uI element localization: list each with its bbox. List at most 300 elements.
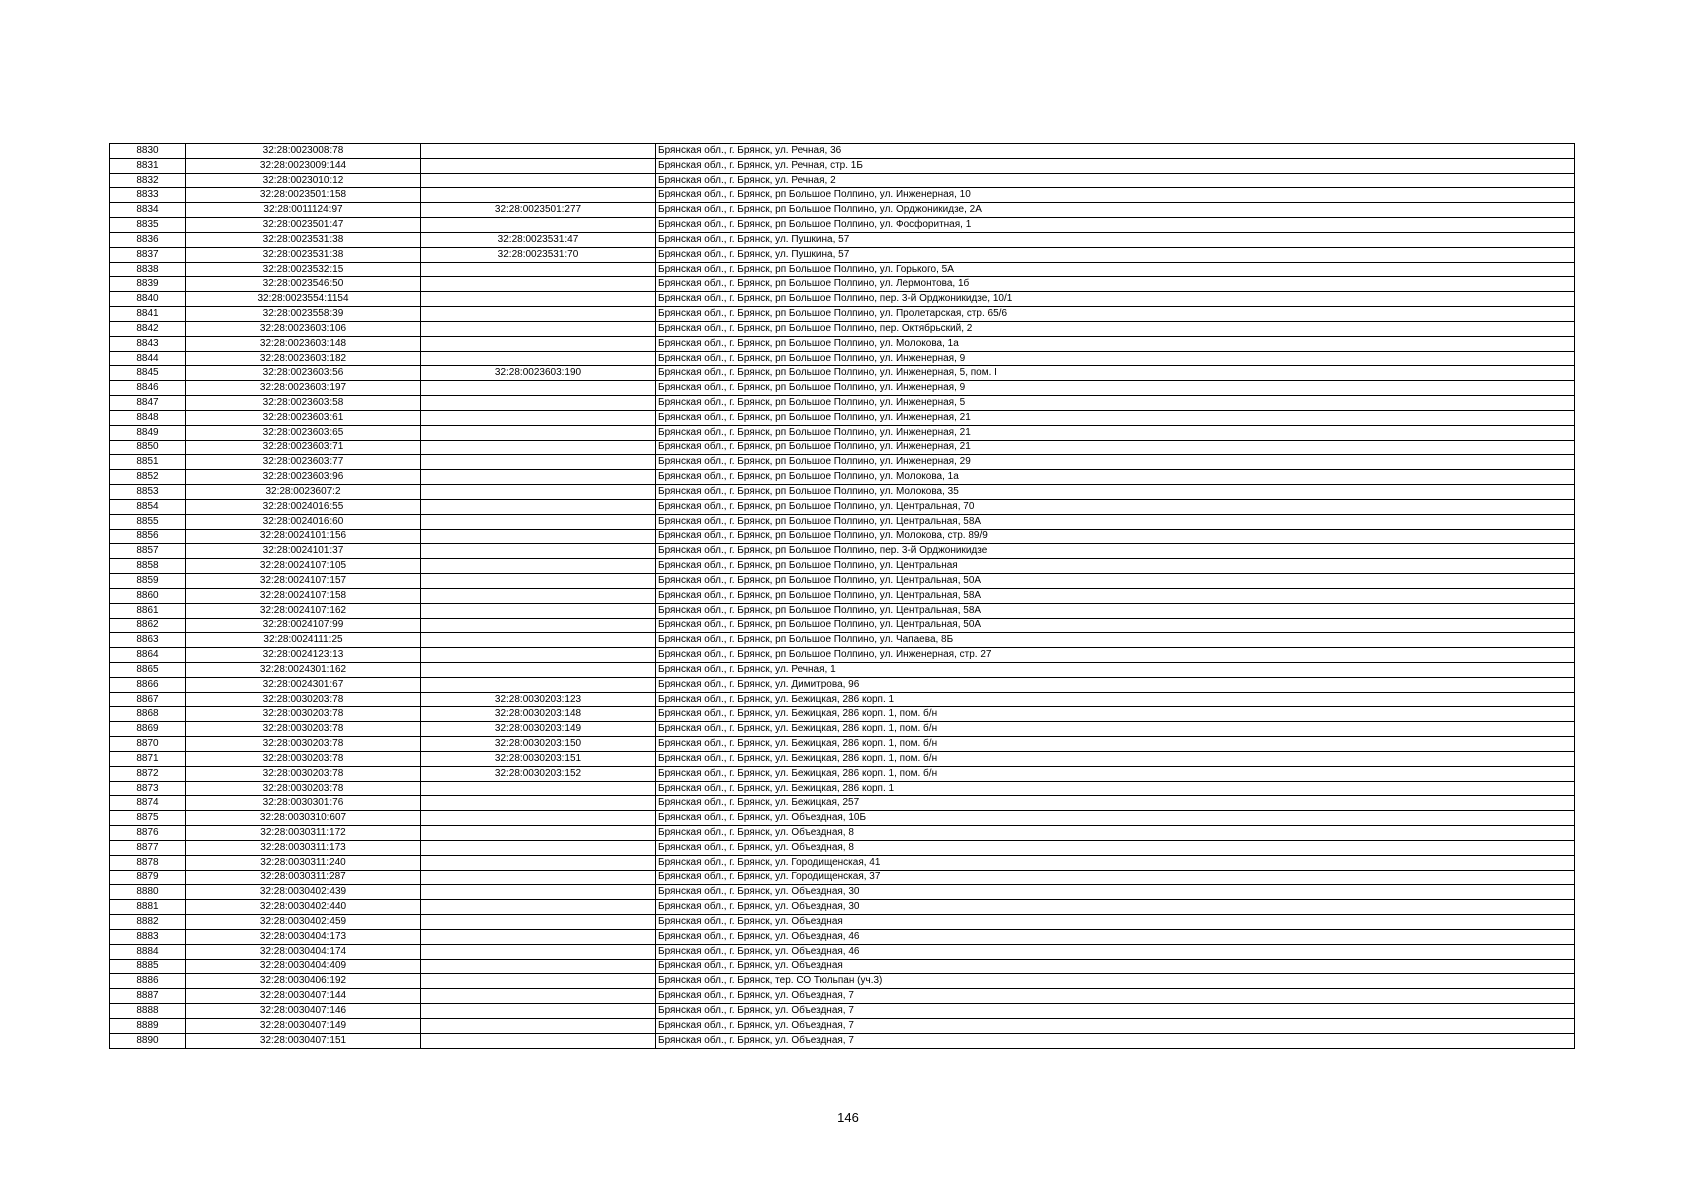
cadastral-number-cell: 32:28:0030407:146 xyxy=(186,1004,421,1019)
table-row xyxy=(110,1018,1575,1033)
cadastral-number-cell: 32:28:0024016:60 xyxy=(186,514,421,529)
address-cell: Брянская обл., г. Брянск, рп Большое Полпино, ул. Инженерная, 21 xyxy=(656,425,1575,440)
address-cell: Брянская обл., г. Брянск, рп Большое Полпино, ул. Пролетарская, стр. 65/6 xyxy=(656,307,1575,322)
cadastral-number-cell: 32:28:0023603:77 xyxy=(186,455,421,470)
related-cadastral-number-cell xyxy=(421,262,656,277)
row-number-cell: 8868 xyxy=(110,707,186,722)
related-cadastral-number-cell xyxy=(421,870,656,885)
address-cell: Брянская обл., г. Брянск, ул. Бежицкая, 257 xyxy=(656,796,1575,811)
address-cell: Брянская обл., г. Брянск, рп Большое Полпино, ул. Инженерная, 10 xyxy=(656,188,1575,203)
address-cell: Брянская обл., г. Брянск, ул. Объездная, 30 xyxy=(656,900,1575,915)
cadastral-number-cell: 32:28:0030203:78 xyxy=(186,737,421,752)
related-cadastral-number-cell xyxy=(421,633,656,648)
address-cell: Брянская обл., г. Брянск, рп Большое Полпино, ул. Молокова, 1а xyxy=(656,336,1575,351)
related-cadastral-number-cell xyxy=(421,544,656,559)
table-row xyxy=(110,915,1575,930)
address-cell: Брянская обл., г. Брянск, рп Большое Полпино, ул. Центральная, 70 xyxy=(656,499,1575,514)
row-number-cell: 8881 xyxy=(110,900,186,915)
address-cell: Брянская обл., г. Брянск, ул. Бежицкая, 286 корп. 1, пом. б/н xyxy=(656,737,1575,752)
cadastral-number-cell: 32:28:0023531:38 xyxy=(186,247,421,262)
table-row xyxy=(110,574,1575,589)
row-number-cell: 8874 xyxy=(110,796,186,811)
address-cell: Брянская обл., г. Брянск, рп Большое Полпино, ул. Инженерная, 29 xyxy=(656,455,1575,470)
cadastral-number-cell: 32:28:0024301:162 xyxy=(186,662,421,677)
cadastral-number-cell: 32:28:0023603:106 xyxy=(186,321,421,336)
address-cell: Брянская обл., г. Брянск, рп Большое Полпино, ул. Центральная, 58А xyxy=(656,603,1575,618)
table-row xyxy=(110,692,1575,707)
cadastral-number-cell: 32:28:0023603:148 xyxy=(186,336,421,351)
row-number-cell: 8866 xyxy=(110,677,186,692)
row-number-cell: 8849 xyxy=(110,425,186,440)
cadastral-number-cell: 32:28:0023531:38 xyxy=(186,232,421,247)
cadastral-number-cell: 32:28:0030310:607 xyxy=(186,811,421,826)
table-row xyxy=(110,944,1575,959)
address-cell: Брянская обл., г. Брянск, рп Большое Полпино, ул. Инженерная, 5 xyxy=(656,396,1575,411)
row-number-cell: 8850 xyxy=(110,440,186,455)
address-cell: Брянская обл., г. Брянск, ул. Объездная, 7 xyxy=(656,1004,1575,1019)
related-cadastral-number-cell xyxy=(421,826,656,841)
table-row xyxy=(110,396,1575,411)
cadastral-number-cell: 32:28:0030311:287 xyxy=(186,870,421,885)
table-row xyxy=(110,737,1575,752)
address-cell: Брянская обл., г. Брянск, ул. Объездная, 8 xyxy=(656,826,1575,841)
related-cadastral-number-cell: 32:28:0023531:47 xyxy=(421,232,656,247)
row-number-cell: 8831 xyxy=(110,158,186,173)
cadastral-number-cell: 32:28:0023603:96 xyxy=(186,470,421,485)
address-cell: Брянская обл., г. Брянск, ул. Объездная, 10Б xyxy=(656,811,1575,826)
row-number-cell: 8864 xyxy=(110,648,186,663)
cadastral-number-cell: 32:28:0030407:151 xyxy=(186,1033,421,1048)
related-cadastral-number-cell xyxy=(421,188,656,203)
address-cell: Брянская обл., г. Брянск, рп Большое Полпино, ул. Центральная, 58А xyxy=(656,588,1575,603)
cadastral-number-cell: 32:28:0024101:37 xyxy=(186,544,421,559)
row-number-cell: 8839 xyxy=(110,277,186,292)
cadastral-number-cell: 32:28:0023607:2 xyxy=(186,485,421,500)
table-row xyxy=(110,485,1575,500)
related-cadastral-number-cell xyxy=(421,1018,656,1033)
row-number-cell: 8877 xyxy=(110,840,186,855)
table-row xyxy=(110,870,1575,885)
row-number-cell: 8869 xyxy=(110,722,186,737)
related-cadastral-number-cell xyxy=(421,144,656,159)
table-row xyxy=(110,707,1575,722)
related-cadastral-number-cell: 32:28:0030203:150 xyxy=(421,737,656,752)
address-cell: Брянская обл., г. Брянск, рп Большое Полпино, ул. Фосфоритная, 1 xyxy=(656,218,1575,233)
cadastral-number-cell: 32:28:0023603:182 xyxy=(186,351,421,366)
related-cadastral-number-cell xyxy=(421,336,656,351)
cadastral-number-cell: 32:28:0030203:78 xyxy=(186,781,421,796)
related-cadastral-number-cell xyxy=(421,1004,656,1019)
cadastral-number-cell: 32:28:0030406:192 xyxy=(186,974,421,989)
related-cadastral-number-cell xyxy=(421,915,656,930)
cadastral-number-cell: 32:28:0030404:173 xyxy=(186,929,421,944)
table-row xyxy=(110,662,1575,677)
row-number-cell: 8882 xyxy=(110,915,186,930)
address-cell: Брянская обл., г. Брянск, ул. Городищенская, 37 xyxy=(656,870,1575,885)
table-row xyxy=(110,1004,1575,1019)
related-cadastral-number-cell xyxy=(421,677,656,692)
related-cadastral-number-cell: 32:28:0030203:148 xyxy=(421,707,656,722)
address-cell: Брянская обл., г. Брянск, рп Большое Полпино, ул. Инженерная, стр. 27 xyxy=(656,648,1575,663)
table-row xyxy=(110,648,1575,663)
related-cadastral-number-cell xyxy=(421,381,656,396)
cadastral-number-cell: 32:28:0024016:55 xyxy=(186,499,421,514)
related-cadastral-number-cell xyxy=(421,529,656,544)
related-cadastral-number-cell xyxy=(421,410,656,425)
row-number-cell: 8830 xyxy=(110,144,186,159)
row-number-cell: 8853 xyxy=(110,485,186,500)
cadastral-number-cell: 32:28:0024107:158 xyxy=(186,588,421,603)
table-row xyxy=(110,232,1575,247)
row-number-cell: 8880 xyxy=(110,885,186,900)
row-number-cell: 8832 xyxy=(110,173,186,188)
address-cell: Брянская обл., г. Брянск, рп Большое Полпино, ул. Молокова, 35 xyxy=(656,485,1575,500)
table-row xyxy=(110,425,1575,440)
address-cell: Брянская обл., г. Брянск, ул. Речная, 1 xyxy=(656,662,1575,677)
address-cell: Брянская обл., г. Брянск, рп Большое Полпино, ул. Инженерная, 5, пом. I xyxy=(656,366,1575,381)
address-cell: Брянская обл., г. Брянск, рп Большое Полпино, ул. Инженерная, 9 xyxy=(656,351,1575,366)
related-cadastral-number-cell xyxy=(421,855,656,870)
table-row xyxy=(110,559,1575,574)
table-row xyxy=(110,514,1575,529)
cadastral-number-cell: 32:28:0023501:47 xyxy=(186,218,421,233)
table-row xyxy=(110,440,1575,455)
table-row xyxy=(110,618,1575,633)
table-row xyxy=(110,603,1575,618)
row-number-cell: 8844 xyxy=(110,351,186,366)
table-row xyxy=(110,959,1575,974)
table-row xyxy=(110,855,1575,870)
related-cadastral-number-cell: 32:28:0030203:123 xyxy=(421,692,656,707)
table-row xyxy=(110,974,1575,989)
cadastral-number-cell: 32:28:0024107:105 xyxy=(186,559,421,574)
address-cell: Брянская обл., г. Брянск, ул. Объездная xyxy=(656,959,1575,974)
related-cadastral-number-cell xyxy=(421,989,656,1004)
address-cell: Брянская обл., г. Брянск, рп Большое Полпино, ул. Центральная, 50А xyxy=(656,618,1575,633)
related-cadastral-number-cell xyxy=(421,796,656,811)
related-cadastral-number-cell xyxy=(421,885,656,900)
address-cell: Брянская обл., г. Брянск, ул. Речная, 36 xyxy=(656,144,1575,159)
related-cadastral-number-cell xyxy=(421,781,656,796)
cadastral-number-cell: 32:28:0023532:15 xyxy=(186,262,421,277)
cadastral-number-cell: 32:28:0023546:50 xyxy=(186,277,421,292)
row-number-cell: 8841 xyxy=(110,307,186,322)
related-cadastral-number-cell xyxy=(421,470,656,485)
related-cadastral-number-cell xyxy=(421,588,656,603)
cadastral-number-cell: 32:28:0023603:71 xyxy=(186,440,421,455)
row-number-cell: 8890 xyxy=(110,1033,186,1048)
address-cell: Брянская обл., г. Брянск, рп Большое Полпино, ул. Инженерная, 21 xyxy=(656,410,1575,425)
related-cadastral-number-cell xyxy=(421,811,656,826)
row-number-cell: 8889 xyxy=(110,1018,186,1033)
address-cell: Брянская обл., г. Брянск, рп Большое Полпино, ул. Молокова, стр. 89/9 xyxy=(656,529,1575,544)
row-number-cell: 8887 xyxy=(110,989,186,1004)
row-number-cell: 8855 xyxy=(110,514,186,529)
cadastral-number-cell: 32:28:0030402:459 xyxy=(186,915,421,930)
table-row xyxy=(110,722,1575,737)
row-number-cell: 8865 xyxy=(110,662,186,677)
table-row xyxy=(110,410,1575,425)
row-number-cell: 8852 xyxy=(110,470,186,485)
row-number-cell: 8846 xyxy=(110,381,186,396)
address-cell: Брянская обл., г. Брянск, ул. Речная, стр. 1Б xyxy=(656,158,1575,173)
row-number-cell: 8888 xyxy=(110,1004,186,1019)
table-row xyxy=(110,292,1575,307)
cadastral-number-cell: 32:28:0030311:173 xyxy=(186,840,421,855)
address-cell: Брянская обл., г. Брянск, ул. Бежицкая, 286 корп. 1, пом. б/н xyxy=(656,707,1575,722)
address-cell: Брянская обл., г. Брянск, рп Большое Полпино, ул. Центральная xyxy=(656,559,1575,574)
address-cell: Брянская обл., г. Брянск, ул. Речная, 2 xyxy=(656,173,1575,188)
row-number-cell: 8847 xyxy=(110,396,186,411)
cadastral-number-cell: 32:28:0030311:240 xyxy=(186,855,421,870)
address-cell: Брянская обл., г. Брянск, ул. Объездная, 7 xyxy=(656,989,1575,1004)
table-row xyxy=(110,321,1575,336)
row-number-cell: 8870 xyxy=(110,737,186,752)
address-cell: Брянская обл., г. Брянск, ул. Пушкина, 57 xyxy=(656,247,1575,262)
related-cadastral-number-cell xyxy=(421,662,656,677)
address-cell: Брянская обл., г. Брянск, ул. Бежицкая, 286 корп. 1 xyxy=(656,692,1575,707)
related-cadastral-number-cell xyxy=(421,840,656,855)
address-cell: Брянская обл., г. Брянск, ул. Объездная, 30 xyxy=(656,885,1575,900)
address-cell: Брянская обл., г. Брянск, ул. Объездная, 7 xyxy=(656,1033,1575,1048)
related-cadastral-number-cell xyxy=(421,292,656,307)
table-row xyxy=(110,811,1575,826)
address-cell: Брянская обл., г. Брянск, ул. Бежицкая, 286 корп. 1, пом. б/н xyxy=(656,766,1575,781)
related-cadastral-number-cell xyxy=(421,307,656,322)
row-number-cell: 8871 xyxy=(110,751,186,766)
cadastral-number-cell: 32:28:0023501:158 xyxy=(186,188,421,203)
table-row xyxy=(110,277,1575,292)
related-cadastral-number-cell xyxy=(421,929,656,944)
cadastral-number-cell: 32:28:0023009:144 xyxy=(186,158,421,173)
row-number-cell: 8859 xyxy=(110,574,186,589)
row-number-cell: 8884 xyxy=(110,944,186,959)
address-cell: Брянская обл., г. Брянск, ул. Объездная xyxy=(656,915,1575,930)
related-cadastral-number-cell: 32:28:0023531:70 xyxy=(421,247,656,262)
row-number-cell: 8875 xyxy=(110,811,186,826)
cadastral-number-cell: 32:28:0030402:439 xyxy=(186,885,421,900)
cadastral-number-cell: 32:28:0023558:39 xyxy=(186,307,421,322)
related-cadastral-number-cell xyxy=(421,900,656,915)
related-cadastral-number-cell xyxy=(421,603,656,618)
address-cell: Брянская обл., г. Брянск, ул. Городищенская, 41 xyxy=(656,855,1575,870)
table-row xyxy=(110,262,1575,277)
address-cell: Брянская обл., г. Брянск, рп Большое Полпино, ул. Центральная, 50А xyxy=(656,574,1575,589)
table-row xyxy=(110,307,1575,322)
cadastral-number-cell: 32:28:0023603:65 xyxy=(186,425,421,440)
table-row xyxy=(110,633,1575,648)
row-number-cell: 8885 xyxy=(110,959,186,974)
related-cadastral-number-cell xyxy=(421,455,656,470)
table-row xyxy=(110,677,1575,692)
related-cadastral-number-cell xyxy=(421,321,656,336)
table-row xyxy=(110,1033,1575,1048)
table-row xyxy=(110,529,1575,544)
row-number-cell: 8873 xyxy=(110,781,186,796)
address-cell: Брянская обл., г. Брянск, тер. СО Тюльпан (уч.3) xyxy=(656,974,1575,989)
row-number-cell: 8840 xyxy=(110,292,186,307)
row-number-cell: 8860 xyxy=(110,588,186,603)
row-number-cell: 8872 xyxy=(110,766,186,781)
address-cell: Брянская обл., г. Брянск, ул. Объездная, 46 xyxy=(656,929,1575,944)
related-cadastral-number-cell: 32:28:0023501:277 xyxy=(421,203,656,218)
cadastral-number-cell: 32:28:0030203:78 xyxy=(186,722,421,737)
cadastral-number-cell: 32:28:0030203:78 xyxy=(186,766,421,781)
row-number-cell: 8851 xyxy=(110,455,186,470)
cadastral-number-cell: 32:28:0024107:157 xyxy=(186,574,421,589)
cadastral-number-cell: 32:28:0024301:67 xyxy=(186,677,421,692)
cadastral-number-cell: 32:28:0023603:58 xyxy=(186,396,421,411)
row-number-cell: 8854 xyxy=(110,499,186,514)
address-cell: Брянская обл., г. Брянск, ул. Димитрова, 96 xyxy=(656,677,1575,692)
address-cell: Брянская обл., г. Брянск, рп Большое Полпино, ул. Молокова, 1а xyxy=(656,470,1575,485)
related-cadastral-number-cell: 32:28:0030203:149 xyxy=(421,722,656,737)
row-number-cell: 8876 xyxy=(110,826,186,841)
row-number-cell: 8848 xyxy=(110,410,186,425)
address-cell: Брянская обл., г. Брянск, ул. Объездная, 7 xyxy=(656,1018,1575,1033)
cadastral-number-cell: 32:28:0030203:78 xyxy=(186,707,421,722)
address-cell: Брянская обл., г. Брянск, рп Большое Полпино, пер. 3-й Орджоникидзе, 10/1 xyxy=(656,292,1575,307)
address-cell: Брянская обл., г. Брянск, ул. Бежицкая, 286 корп. 1, пом. б/н xyxy=(656,722,1575,737)
related-cadastral-number-cell xyxy=(421,218,656,233)
cadastral-number-cell: 32:28:0030311:172 xyxy=(186,826,421,841)
address-cell: Брянская обл., г. Брянск, рп Большое Полпино, пер. 3-й Орджоникидзе xyxy=(656,544,1575,559)
table-row xyxy=(110,455,1575,470)
cadastral-number-cell: 32:28:0030404:174 xyxy=(186,944,421,959)
cadastral-number-cell: 32:28:0024123:13 xyxy=(186,648,421,663)
related-cadastral-number-cell: 32:28:0030203:152 xyxy=(421,766,656,781)
address-cell: Брянская обл., г. Брянск, рп Большое Полпино, ул. Инженерная, 9 xyxy=(656,381,1575,396)
table-row xyxy=(110,351,1575,366)
cadastral-number-cell: 32:28:0030203:78 xyxy=(186,751,421,766)
table-row xyxy=(110,144,1575,159)
row-number-cell: 8883 xyxy=(110,929,186,944)
related-cadastral-number-cell xyxy=(421,158,656,173)
row-number-cell: 8835 xyxy=(110,218,186,233)
cadastral-number-cell: 32:28:0030301:76 xyxy=(186,796,421,811)
table-row xyxy=(110,470,1575,485)
registry-table xyxy=(109,143,1575,1049)
row-number-cell: 8862 xyxy=(110,618,186,633)
cadastral-number-cell: 32:28:0030407:144 xyxy=(186,989,421,1004)
row-number-cell: 8878 xyxy=(110,855,186,870)
table-row xyxy=(110,158,1575,173)
related-cadastral-number-cell xyxy=(421,351,656,366)
row-number-cell: 8838 xyxy=(110,262,186,277)
row-number-cell: 8842 xyxy=(110,321,186,336)
row-number-cell: 8879 xyxy=(110,870,186,885)
table-row xyxy=(110,989,1575,1004)
related-cadastral-number-cell xyxy=(421,485,656,500)
table-row xyxy=(110,381,1575,396)
related-cadastral-number-cell xyxy=(421,277,656,292)
table-row xyxy=(110,781,1575,796)
address-cell: Брянская обл., г. Брянск, рп Большое Полпино, ул. Орджоникидзе, 2А xyxy=(656,203,1575,218)
related-cadastral-number-cell xyxy=(421,396,656,411)
cadastral-number-cell: 32:28:0030203:78 xyxy=(186,692,421,707)
address-cell: Брянская обл., г. Брянск, ул. Бежицкая, 286 корп. 1, пом. б/н xyxy=(656,751,1575,766)
registry-table-body xyxy=(110,144,1575,1049)
related-cadastral-number-cell xyxy=(421,648,656,663)
related-cadastral-number-cell xyxy=(421,618,656,633)
row-number-cell: 8856 xyxy=(110,529,186,544)
related-cadastral-number-cell xyxy=(421,574,656,589)
table-row xyxy=(110,366,1575,381)
address-cell: Брянская обл., г. Брянск, ул. Бежицкая, 286 корп. 1 xyxy=(656,781,1575,796)
cadastral-number-cell: 32:28:0023010:12 xyxy=(186,173,421,188)
address-cell: Брянская обл., г. Брянск, рп Большое Полпино, ул. Лермонтова, 1б xyxy=(656,277,1575,292)
table-row xyxy=(110,247,1575,262)
row-number-cell: 8886 xyxy=(110,974,186,989)
cadastral-number-cell: 32:28:0023008:78 xyxy=(186,144,421,159)
row-number-cell: 8833 xyxy=(110,188,186,203)
table-row xyxy=(110,336,1575,351)
cadastral-number-cell: 32:28:0023554:1154 xyxy=(186,292,421,307)
table-row xyxy=(110,218,1575,233)
table-row xyxy=(110,840,1575,855)
related-cadastral-number-cell xyxy=(421,944,656,959)
related-cadastral-number-cell: 32:28:0023603:190 xyxy=(421,366,656,381)
cadastral-number-cell: 32:28:0030404:409 xyxy=(186,959,421,974)
address-cell: Брянская обл., г. Брянск, ул. Объездная, 46 xyxy=(656,944,1575,959)
cadastral-number-cell: 32:28:0011124:97 xyxy=(186,203,421,218)
cadastral-number-cell: 32:28:0023603:56 xyxy=(186,366,421,381)
cadastral-number-cell: 32:28:0024101:156 xyxy=(186,529,421,544)
address-cell: Брянская обл., г. Брянск, рп Большое Полпино, ул. Центральная, 58А xyxy=(656,514,1575,529)
row-number-cell: 8834 xyxy=(110,203,186,218)
table-row xyxy=(110,766,1575,781)
table-row xyxy=(110,499,1575,514)
related-cadastral-number-cell: 32:28:0030203:151 xyxy=(421,751,656,766)
table-row xyxy=(110,826,1575,841)
cadastral-number-cell: 32:28:0024107:162 xyxy=(186,603,421,618)
table-row xyxy=(110,900,1575,915)
row-number-cell: 8858 xyxy=(110,559,186,574)
cadastral-number-cell: 32:28:0030407:149 xyxy=(186,1018,421,1033)
related-cadastral-number-cell xyxy=(421,974,656,989)
address-cell: Брянская обл., г. Брянск, рп Большое Полпино, ул. Чапаева, 8Б xyxy=(656,633,1575,648)
row-number-cell: 8857 xyxy=(110,544,186,559)
table-row xyxy=(110,796,1575,811)
page-number: 146 xyxy=(837,1110,859,1125)
address-cell: Брянская обл., г. Брянск, ул. Пушкина, 57 xyxy=(656,232,1575,247)
table-row xyxy=(110,203,1575,218)
cadastral-number-cell: 32:28:0030402:440 xyxy=(186,900,421,915)
row-number-cell: 8863 xyxy=(110,633,186,648)
cadastral-number-cell: 32:28:0024107:99 xyxy=(186,618,421,633)
related-cadastral-number-cell xyxy=(421,440,656,455)
cadastral-number-cell: 32:28:0023603:197 xyxy=(186,381,421,396)
row-number-cell: 8843 xyxy=(110,336,186,351)
related-cadastral-number-cell xyxy=(421,173,656,188)
address-cell: Брянская обл., г. Брянск, рп Большое Полпино, ул. Инженерная, 21 xyxy=(656,440,1575,455)
table-row xyxy=(110,751,1575,766)
cadastral-number-cell: 32:28:0023603:61 xyxy=(186,410,421,425)
table-row xyxy=(110,188,1575,203)
row-number-cell: 8836 xyxy=(110,232,186,247)
table-row xyxy=(110,929,1575,944)
row-number-cell: 8837 xyxy=(110,247,186,262)
related-cadastral-number-cell xyxy=(421,514,656,529)
address-cell: Брянская обл., г. Брянск, рп Большое Полпино, пер. Октябрьский, 2 xyxy=(656,321,1575,336)
table-row xyxy=(110,885,1575,900)
address-cell: Брянская обл., г. Брянск, ул. Объездная, 8 xyxy=(656,840,1575,855)
related-cadastral-number-cell xyxy=(421,559,656,574)
address-cell: Брянская обл., г. Брянск, рп Большое Полпино, ул. Горького, 5А xyxy=(656,262,1575,277)
table-row xyxy=(110,173,1575,188)
row-number-cell: 8845 xyxy=(110,366,186,381)
related-cadastral-number-cell xyxy=(421,499,656,514)
